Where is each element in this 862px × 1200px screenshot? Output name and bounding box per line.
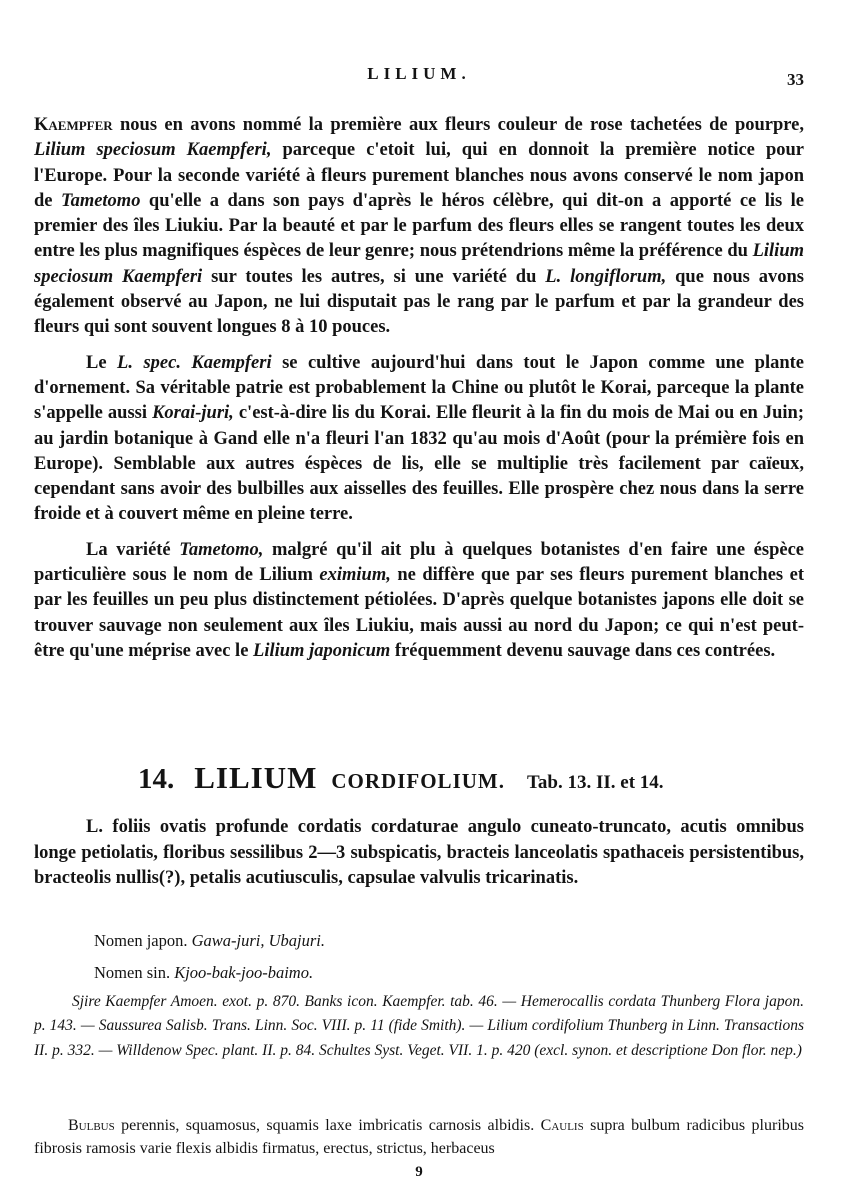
vernacular-name: Korai-juri, <box>152 403 234 424</box>
text-run: ne diffère que par ses fleurs purement blanches et par les feuilles un peu plus distinctement pétiolées. D'après quelque botanistes japons elle doit se trouver sauvage non seulement aux îles Liukiu, mais aussi au nord du Japon; ce qui n'est peut-être qu'une méprise avec le <box>34 565 805 661</box>
bulbus-label: Bulbus <box>68 1117 115 1134</box>
paragraph-tametomo <box>34 538 804 664</box>
page-number: 33 <box>787 70 804 89</box>
vernacular-names <box>94 928 325 986</box>
paragraph-cultivation <box>34 351 804 528</box>
reference-run: Sjire Kaempfer Amoen. exot. p. 870. Banks icon. Kaempfer. tab. 46. — Hemerocallis cordata Thunberg Flora japon. p. 143. — Saussurea Salisb. Trans. Linn. Soc. VIII. p. 11 <box>34 993 804 1035</box>
description <box>34 1114 804 1160</box>
taxon-name: Lilium speciosum Kaempferi, <box>34 140 272 161</box>
text-run: qu'elle a dans son pays d'après le héros célèbre, qui dit-on a apporté ce lis le premier des îles Liukiu. Par la beauté et par le parfum des fleurs elles se rangent toutes les deux entre les plus magnifiques éspèces de leur genre; nous prétendrions même la préférence du <box>34 190 805 262</box>
text-run: que nous avons également observé au Japon, ne lui disputait pas le rang par le parfum et par la grandeur des fleurs qui sont souvent longues 8 à 10 pouces. <box>34 266 804 338</box>
taxon-name: Tametomo, <box>179 539 264 560</box>
taxon-name: L. spec. Kaempferi <box>117 352 272 373</box>
species-number: 14. <box>138 763 175 795</box>
japanese-name-value: Gawa-juri, Ubajuri. <box>191 931 325 950</box>
diagnosis <box>34 815 804 892</box>
reference-run: (fide Smith). — Lilium cordifolium Thunberg in Linn. Transactions II. p. 332. — Willdenow Spec. plant. II. p. 84. Schultes Syst. Veget. VII. 1. p. 420 <box>34 1017 805 1059</box>
text-run: sur toutes les autres, si une variété du <box>202 266 546 287</box>
diagnosis-text: L. foliis ovatis profunde cordatis cordaturae angulo cuneato-truncato, acutis omnibus longe petiolatis, floribus sessilibus 2—3 subspicatis, bracteis lanceolatis spathaceis persistentibus, bracteolis nullis(?), petalis acutiusculis, capsulae valvulis tricarinatis. <box>34 817 804 888</box>
chinese-name-row <box>94 960 325 986</box>
text-run: fréquemment devenu sauvage dans ces contrées. <box>390 640 776 661</box>
species-epithet: CORDIFOLIUM. <box>331 769 505 793</box>
text-run: malgré qu'il ait plu à quelques botanistes d'en faire une éspèce particulière sous le nom de Lilium <box>34 539 804 586</box>
signature-mark: 9 <box>415 1164 423 1180</box>
japanese-name-label: Nomen japon. <box>94 931 188 950</box>
text-run: nous en avons nommé la première aux fleurs couleur de rose tachetées de pourpre, <box>112 115 804 135</box>
text-run: se cultive aujourd'hui dans tout le Japon comme une plante d'ornement. Sa véritable patrie est probablement la Chine ou plutôt le Korai, parceque la plante s'appelle aussi <box>34 352 804 424</box>
text-run: c'est-à-dire lis du Korai. Elle fleurit à la fin du mois de Mai ou en Juin; au jardin botanique à Gand elle n'a fleuri l'an 1832 qu'au mois d'Août (pour la prémière fois en Europe). Semblable aux autres éspèces de lis, elle se multiplie très facilement par caïeux, cependant sans avoir des bulbilles aux aisselles des feuilles. Elle prospère chez nous dans la serre froide et à couvert même en pleine terre. <box>34 403 805 525</box>
chinese-name-label: Nomen sin. <box>94 963 171 982</box>
taxon-name: Lilium speciosum Kaempferi <box>34 241 804 287</box>
references <box>34 990 804 1063</box>
body-text <box>34 113 804 664</box>
chinese-name-value: Kjoo-bak-joo-baimo. <box>174 963 314 982</box>
reference-run: (excl. synon. et descriptione Don flor. nep.) <box>534 1041 802 1059</box>
text-run: Le <box>86 352 118 373</box>
running-title: LILIUM. <box>367 64 471 83</box>
paragraph-kaempfer <box>34 113 804 341</box>
japanese-name-row <box>94 928 325 954</box>
text-run: parceque c'etoit lui, qui en donnoit la première notice pour l'Europe. Pour la seconde variété à fleurs purement blanches nous avons conservé le nom japon de <box>34 140 804 211</box>
taxon-name: eximium, <box>319 565 391 586</box>
species-heading <box>138 760 664 796</box>
taxon-name: L. longiflorum, <box>545 266 667 287</box>
taxon-name: Tametomo <box>60 190 141 211</box>
text-run: La variété <box>86 539 180 560</box>
caulis-text: supra bulbum radicibus pluribus fibrosis ramosis varie flexis albidis firmatus, erectus, strictus, herbaceus <box>34 1117 804 1157</box>
bulbus-text: perennis, squamosus, squamis laxe imbricatis carnosis albidis. <box>114 1117 541 1134</box>
running-head <box>34 64 804 88</box>
plate-reference: Tab. 13. II. et 14. <box>526 772 664 793</box>
caulis-label: Caulis <box>540 1117 584 1134</box>
taxon-name: Lilium japonicum <box>253 640 391 661</box>
species-genus: LILIUM <box>194 760 318 795</box>
author-name: Kaempfer <box>34 115 113 135</box>
